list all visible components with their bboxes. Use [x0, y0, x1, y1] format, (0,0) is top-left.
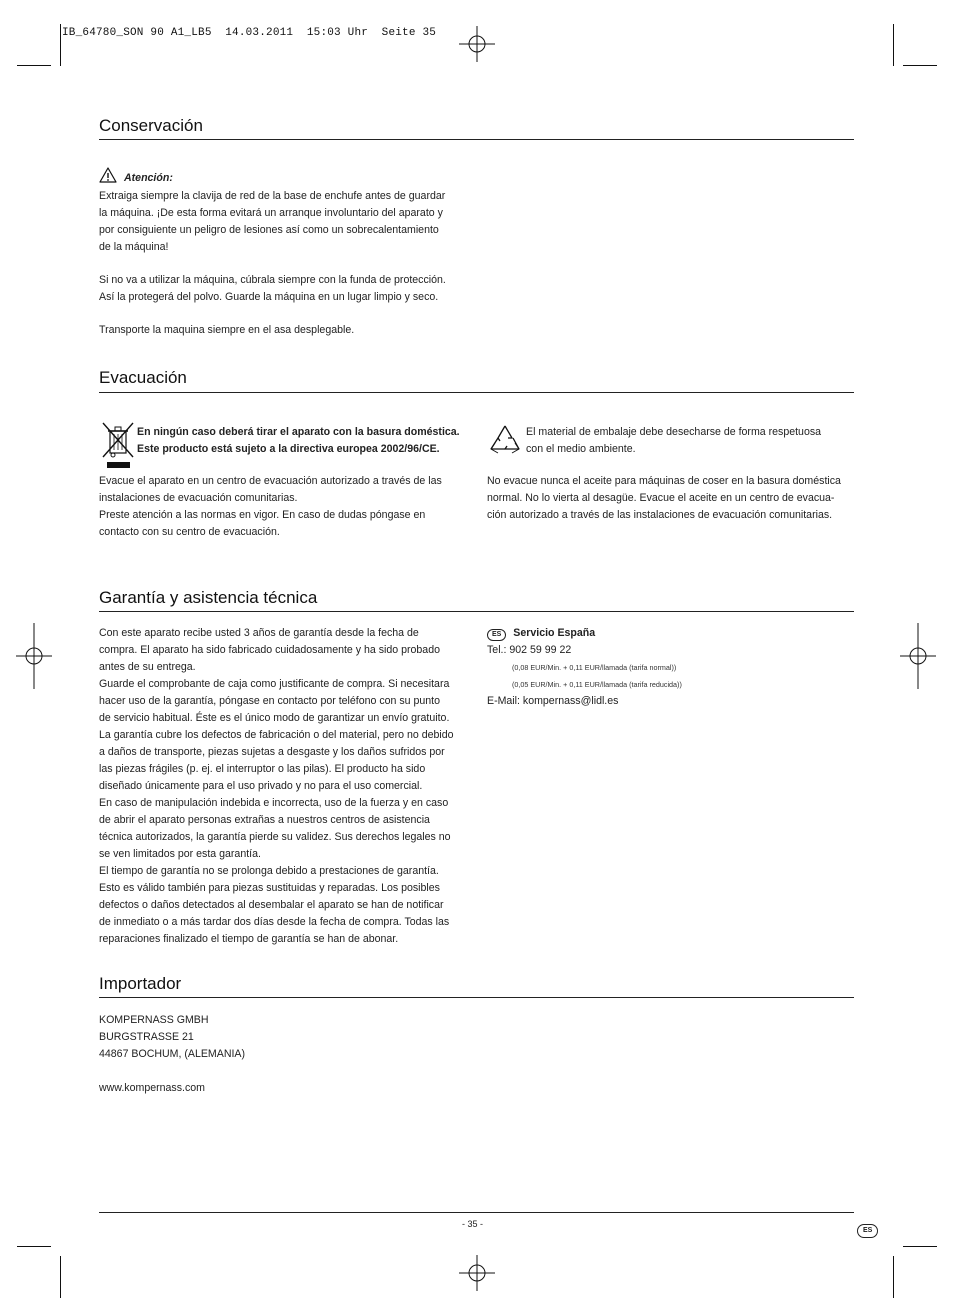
- crop-mark: [60, 1256, 61, 1298]
- crop-mark: [903, 65, 937, 66]
- service-heading: [487, 625, 847, 642]
- rate-normal: (0,08 EUR/Min. + 0,11 EUR/llamada (tarifa normal)): [512, 663, 677, 672]
- text-line: técnica autorizados, la garantía pierde su validez. Sus derechos legales no: [99, 831, 451, 843]
- country-badge: ES: [487, 629, 506, 641]
- section-rule: [99, 392, 854, 393]
- text-line: Evacue el aparato en un centro de evacuación autorizado a través de las: [99, 475, 442, 487]
- crop-mark: [893, 1256, 894, 1298]
- disposal-paragraph-left: [99, 473, 479, 541]
- section-title-garantia: Garantía y asistencia técnica: [99, 588, 318, 607]
- section-rule: [99, 611, 854, 612]
- text-line: de abrir el aparato personas extrañas a nuestros centros de asistencia: [99, 814, 430, 826]
- section-title-evacuacion: Evacuación: [99, 368, 187, 387]
- text-line: normal. No lo vierta al desagüe. Evacue el aceite en un centro de evacua-: [487, 492, 835, 504]
- text-line: Extraiga siempre la clavija de red de la base de enchufe antes de guardar: [99, 190, 446, 202]
- print-slug: IB_64780_SON 90 A1_LB5 14.03.2011 15:03 Uhr Seite 35: [62, 27, 437, 39]
- text-line: No evacue nunca el aceite para máquinas de coser en la basura doméstica: [487, 475, 841, 487]
- registration-mark-icon: [457, 1253, 497, 1293]
- service-contact: [487, 625, 847, 710]
- text-line: de la máquina!: [99, 241, 169, 253]
- text-line: a daños de transporte, piezas sujetas a desgaste y los daños sufridos por: [99, 746, 445, 758]
- text-line: de servicio habitual. Éste es el único modo de garantizar un envío gratuito.: [99, 712, 450, 724]
- importer-website: www.kompernass.com: [99, 1082, 205, 1094]
- text-line: se ven limitados por esta garantía.: [99, 848, 261, 860]
- page-number: - 35 -: [462, 1219, 484, 1229]
- language-badge: [857, 1219, 878, 1238]
- rate-reduced: (0,05 EUR/Min. + 0,11 EUR/llamada (tarifa reducida)): [512, 680, 682, 689]
- text-line: La garantía cubre los defectos de fabricación o del material, pero no debido: [99, 729, 454, 741]
- disposal-warning: [137, 424, 477, 458]
- text-line: contacto con su centro de evacuación.: [99, 526, 280, 538]
- section-rule: [99, 997, 854, 998]
- text-line: compra. El aparato ha sido fabricado cuidadosamente y ha sido probado: [99, 644, 440, 656]
- registration-mark-icon: [898, 623, 938, 689]
- text-line: antes de su entrega.: [99, 661, 196, 673]
- text-line: ción autorizado a través de las instalaciones de evacuación comunitarias.: [487, 509, 833, 521]
- text-line: Este producto está sujeto a la directiva europea 2002/96/CE.: [137, 443, 440, 455]
- service-email: E-Mail: kompernass@lidl.es: [487, 695, 619, 707]
- registration-mark-icon: [14, 623, 54, 689]
- service-phone: Tel.: 902 59 99 22: [487, 644, 572, 656]
- text-line: KOMPERNASS GMBH: [99, 1014, 209, 1026]
- packaging-note: [526, 424, 856, 458]
- conservation-paragraph-2: [99, 272, 479, 306]
- warranty-paragraph: [99, 625, 484, 948]
- conservation-paragraph-3: Transporte la maquina siempre en el asa desplegable.: [99, 324, 355, 336]
- text-line: de inmediato o a más tardar dos días desde la fecha de compra. Todas las: [99, 916, 450, 928]
- importer-address: [99, 1012, 399, 1063]
- section-rule: [99, 139, 854, 140]
- text-line: El material de embalaje debe desecharse de forma respetuosa: [526, 426, 822, 438]
- text-line: por consiguiente un peligro de lesiones así como un sobrecalentamiento: [99, 224, 439, 236]
- text-line: El tiempo de garantía no se prolonga debido a prestaciones de garantía.: [99, 865, 439, 877]
- text-line: Así la protegerá del polvo. Guarde la máquina en un lugar limpio y seco.: [99, 291, 439, 303]
- crop-mark: [893, 24, 894, 66]
- crop-mark: [903, 1246, 937, 1247]
- disposal-paragraph-right: [487, 473, 857, 524]
- section-title-conservacion: Conservación: [99, 116, 203, 135]
- text-line: Preste atención a las normas en vigor. En caso de dudas póngase en: [99, 509, 426, 521]
- text-line: Si no va a utilizar la máquina, cúbrala siempre con la funda de protección.: [99, 274, 446, 286]
- country-badge: ES: [857, 1224, 878, 1238]
- warning-icon: [99, 167, 117, 183]
- text-line: hacer uso de la garantía, póngase en contacto por teléfono con su punto: [99, 695, 441, 707]
- text-line: las piezas frágiles (p. ej. el interruptor o las pilas). El producto ha sido: [99, 763, 426, 775]
- crop-mark: [17, 1246, 51, 1247]
- text-line: Con este aparato recibe usted 3 años de garantía desde la fecha de: [99, 627, 419, 639]
- crop-mark: [60, 24, 61, 66]
- text-line: defectos o daños detectados al desembalar el aparato se han de notificar: [99, 899, 444, 911]
- section-title-importador: Importador: [99, 974, 182, 993]
- crop-mark: [17, 65, 51, 66]
- text-line: la máquina. ¡De esta forma evitará un arranque involuntario del aparato y: [99, 207, 443, 219]
- text-line: BURGSTRASSE 21: [99, 1031, 194, 1043]
- text-line: En ningún caso deberá tirar el aparato con la basura doméstica.: [137, 426, 460, 438]
- footer-rule: [99, 1212, 854, 1213]
- recycle-icon: [488, 423, 522, 457]
- text-line: instalaciones de evacuación comunitarias.: [99, 492, 298, 504]
- text-line: 44867 BOCHUM, (ALEMANIA): [99, 1048, 246, 1060]
- registration-mark-icon: [457, 24, 497, 64]
- text-line: diseñado únicamente para el uso privado y no para el uso comercial.: [99, 780, 423, 792]
- attention-label: Atención:: [124, 172, 173, 184]
- text-line: Guarde el comprobante de caja como justificante de compra. Si necesitara: [99, 678, 450, 690]
- text-line: Esto es válido también para piezas sustituidas y reparadas. Los posibles: [99, 882, 440, 894]
- text-line: En caso de manipulación indebida e incorrecta, uso de la fuerza y en caso: [99, 797, 449, 809]
- crossed-bin-icon: [101, 422, 135, 470]
- text-line: con el medio ambiente.: [526, 443, 636, 455]
- text-line: reparaciones finalizado el tiempo de garantía se han de abonar.: [99, 933, 399, 945]
- conservation-paragraph-1: [99, 188, 479, 256]
- service-label: Servicio España: [513, 627, 596, 639]
